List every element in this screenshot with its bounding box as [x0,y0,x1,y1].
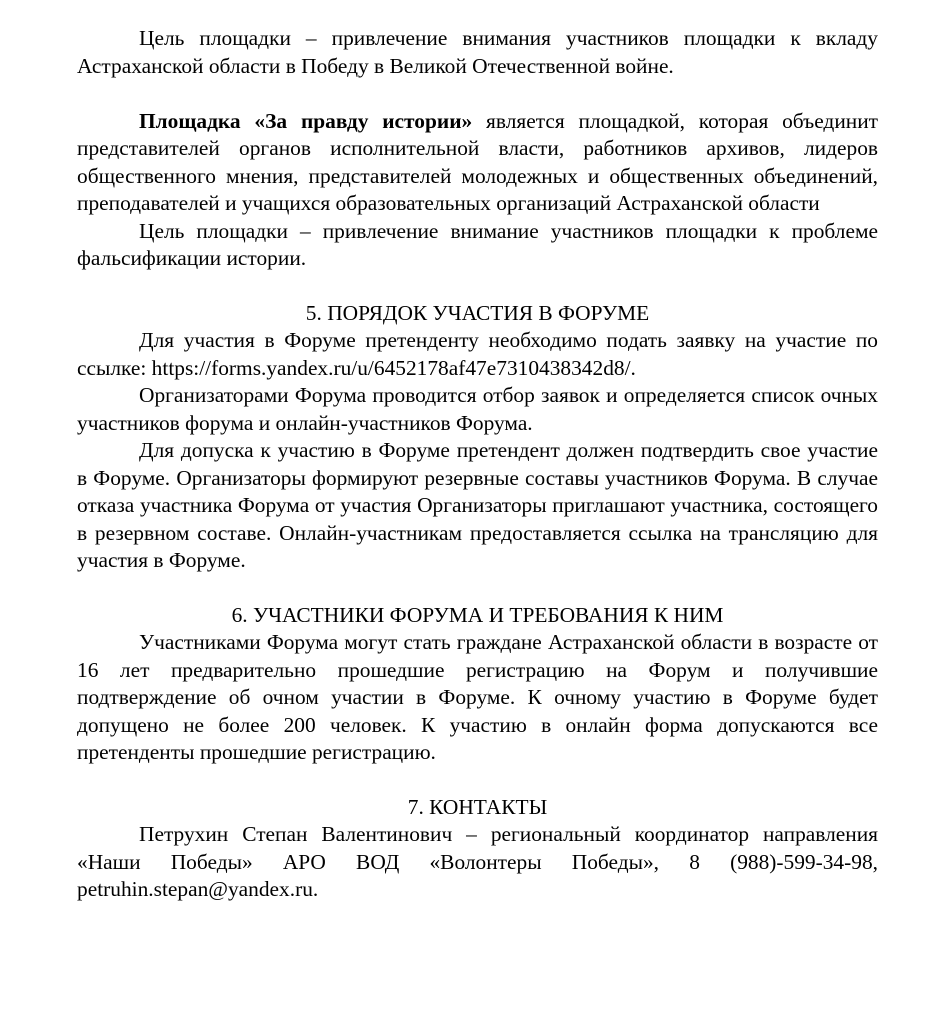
intro-goal-paragraph: Цель площадки – привлечение внимания участников площадки к вкладу Астраханской области в Победу в Великой Отечественной войне. [77,26,878,78]
section-5-paragraph-3: Для допуска к участию в Форуме претендент должен подтвердить свое участие в Форуме. Организаторы формируют резервные составы участников Форума. В случае отказа участника Форума от участия Организаторы приглашают участника, состоящего в резервном составе. Онлайн-участникам предоставляется ссылка на трансляцию для участия в Форуме. [77,438,878,572]
contact-paragraph: Петрухин Степан Валентинович – региональный координатор направления «Наши Победы» АРО ВОД «Волонтеры Победы», 8 (988)-599-34-98, petruhin.stepan@yandex.ru. [77,822,878,901]
spacer [77,273,878,300]
section-5-paragraph-2: Организаторами Форума проводится отбор заявок и определяется список очных участников форума и онлайн-участников Форума. [77,383,878,435]
document-page [77,25,878,904]
section-5-heading: 5. ПОРЯДОК УЧАСТИЯ В ФОРУМЕ [305,300,650,325]
spacer [77,767,878,794]
section-6-paragraph: Участниками Форума могут стать граждане Астраханской области в возрасте от 16 лет предварительно прошедшие регистрацию на Форум и получившие подтверждение об очном участии в Форуме. К очному участию в Форуме будет допущено не более 200 человек. К участию в онлайн форма допускаются все претенденты прошедшие регистрацию. [77,630,878,764]
section-5-paragraph-1: Для участия в Форуме претенденту необходимо подать заявку на участие по ссылке: https://forms.yandex.ru/u/6452178af47e7310438342d8/. [77,328,878,380]
spacer [77,575,878,602]
spacer [77,80,878,108]
section-7-heading: 7. КОНТАКТЫ [407,794,548,819]
platform-description: является площадкой, которая объединит представителей органов исполнительной власти, работников архивов, лидеров общественного мнения, представителей молодежных и общественных объединений, преподавателей и учащихся образовательных организаций Астраханской области [77,108,879,215]
section-6-heading: 6. УЧАСТНИКИ ФОРУМА И ТРЕБОВАНИЯ К НИМ [231,602,724,627]
platform-description-paragraph [77,108,878,218]
platform-name: Площадка «За правду истории» [139,108,473,133]
platform-goal-paragraph: Цель площадки – привлечение внимание участников площадки к проблеме фальсификации истории. [77,218,878,270]
